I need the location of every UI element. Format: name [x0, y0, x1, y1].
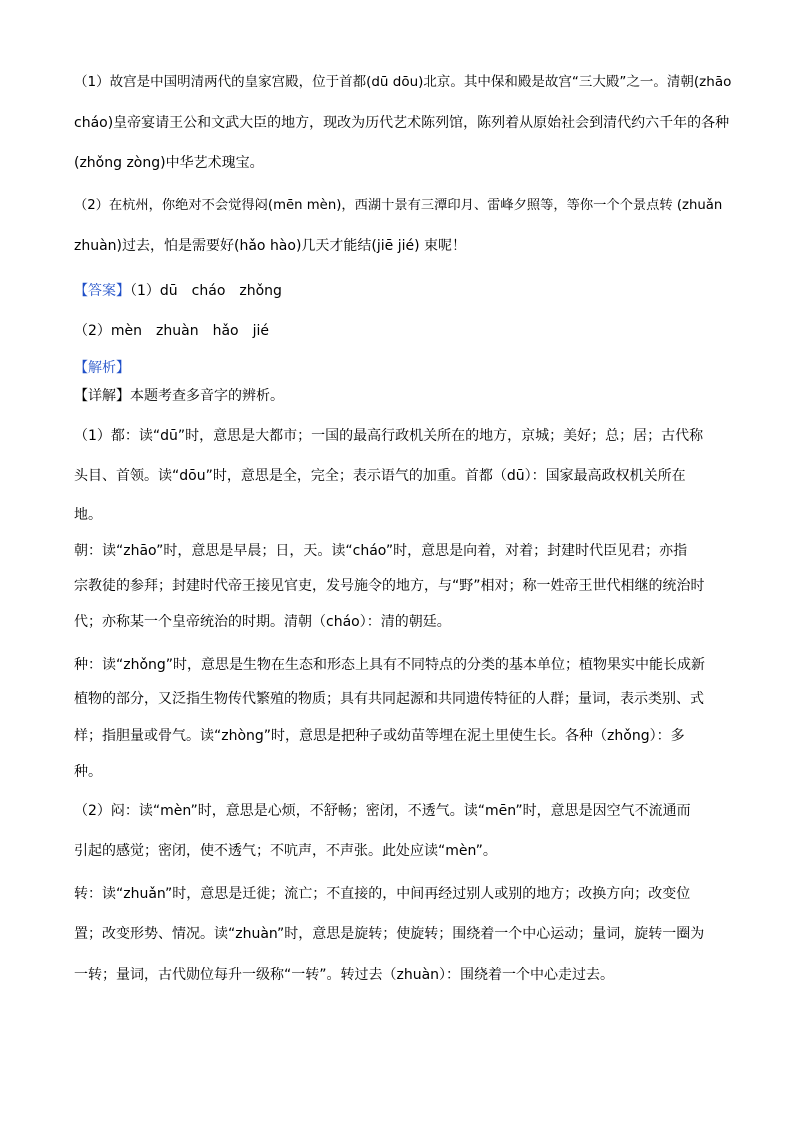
explain-zhong-line-1: 种：读“zhǒng”时，意思是生物在生态和形态上具有不同特点的分类的基本单位；植物果实中能长成新 — [74, 657, 706, 673]
question-1-line-1: （1）故宫是中国明清两代的皇家宫殿，位于首都(dū dōu)北京。其中保和殿是故宫“三大殿”之一。清朝(zhāo — [74, 74, 732, 90]
answer-text-1: （1）dū cháo zhǒng — [130, 283, 282, 299]
question-1-line-2: cháo)皇帝宴请王公和文武大臣的地方，现改为历代艺术陈列馆，陈列着从原始社会到清代约六千年的各种 — [74, 115, 730, 131]
explain-zhuan-line-1: 转：读“zhuǎn”时，意思是迁徙；流亡；不直接的，中间再经过别人或别的地方；改换方向；改变位 — [74, 886, 691, 902]
explain-du-line-1: （1）都：读“dū”时，意思是大都市；一国的最高行政机关所在的地方，京城；美好；总；居；古代称 — [74, 428, 704, 444]
detail-line — [74, 386, 734, 406]
explain-zhuan-line-2: 置；改变形势、情况。读“zhuàn”时，意思是旋转；使旋转；围绕着一个中心运动；量词，旋转一圈为 — [74, 926, 705, 942]
explain-men-line-1: （2）闷：读“mèn”时，意思是心烦，不舒畅；密闭，不透气。读“mēn”时，意思是因空气不流通而 — [74, 803, 691, 819]
explain-chao-line-2: 宗教徒的参拜；封建时代帝王接见官吏，发号施令的地方，与“野”相对；称一姓帝王世代相继的统治时 — [74, 578, 705, 594]
explain-zhong-line-2: 植物的部分，又泛指生物传代繁殖的物质；具有共同起源和共同遗传特征的人群；量词，表示类别、式 — [74, 691, 704, 707]
answer-line-1 — [74, 281, 734, 301]
explain-men-line-2: 引起的感觉；密闭，使不透气；不吭声，不声张。此处应读“mèn”。 — [74, 843, 497, 859]
question-1-line-3: (zhǒng zòng)中华艺术瑰宝。 — [74, 155, 264, 171]
detail-label: 【详解】 — [74, 388, 130, 404]
explain-du-line-2: 头目、首领。读“dōu”时，意思是全，完全；表示语气的加重。首都（dū）：国家最高政权机关所在 — [74, 468, 686, 484]
detail-text: 本题考查多音字的辨析。 — [130, 388, 284, 404]
explain-chao-line-3: 代；亦称某一个皇帝统治的时期。清朝（cháo）：清的朝廷。 — [74, 614, 451, 630]
explain-zhong-line-4: 种。 — [74, 764, 102, 780]
explain-zhong-line-3: 样；指胆量或骨气。读“zhòng”时，意思是把种子或幼苗等埋在泥土里使生长。各种（zhǒng）：多 — [74, 728, 685, 744]
analysis-label: 【解析】 — [74, 360, 130, 376]
answer-label: 【答案】 — [74, 283, 130, 299]
explain-chao-line-1: 朝：读“zhāo”时，意思是早晨；日，天。读“cháo”时，意思是向着，对着；封建时代臣见君；亦指 — [74, 543, 688, 559]
explain-zhuan-line-3: 一转；量词，古代勋位每升一级称“一转”。转过去（zhuàn）：围绕着一个中心走过去。 — [74, 967, 615, 983]
answer-line-2: （2）mèn zhuàn hǎo jié — [74, 323, 269, 339]
question-2-line-2: zhuàn)过去，怕是需要好(hǎo hào)几天才能结(jiē jié) 束呢！ — [74, 238, 467, 254]
explain-du-line-3: 地。 — [74, 507, 102, 523]
question-2-line-1: （2）在杭州，你绝对不会觉得闷(mēn mèn)，西湖十景有三潭印月、雷峰夕照等，等你一个个景点转 (zhuǎn — [74, 198, 723, 213]
